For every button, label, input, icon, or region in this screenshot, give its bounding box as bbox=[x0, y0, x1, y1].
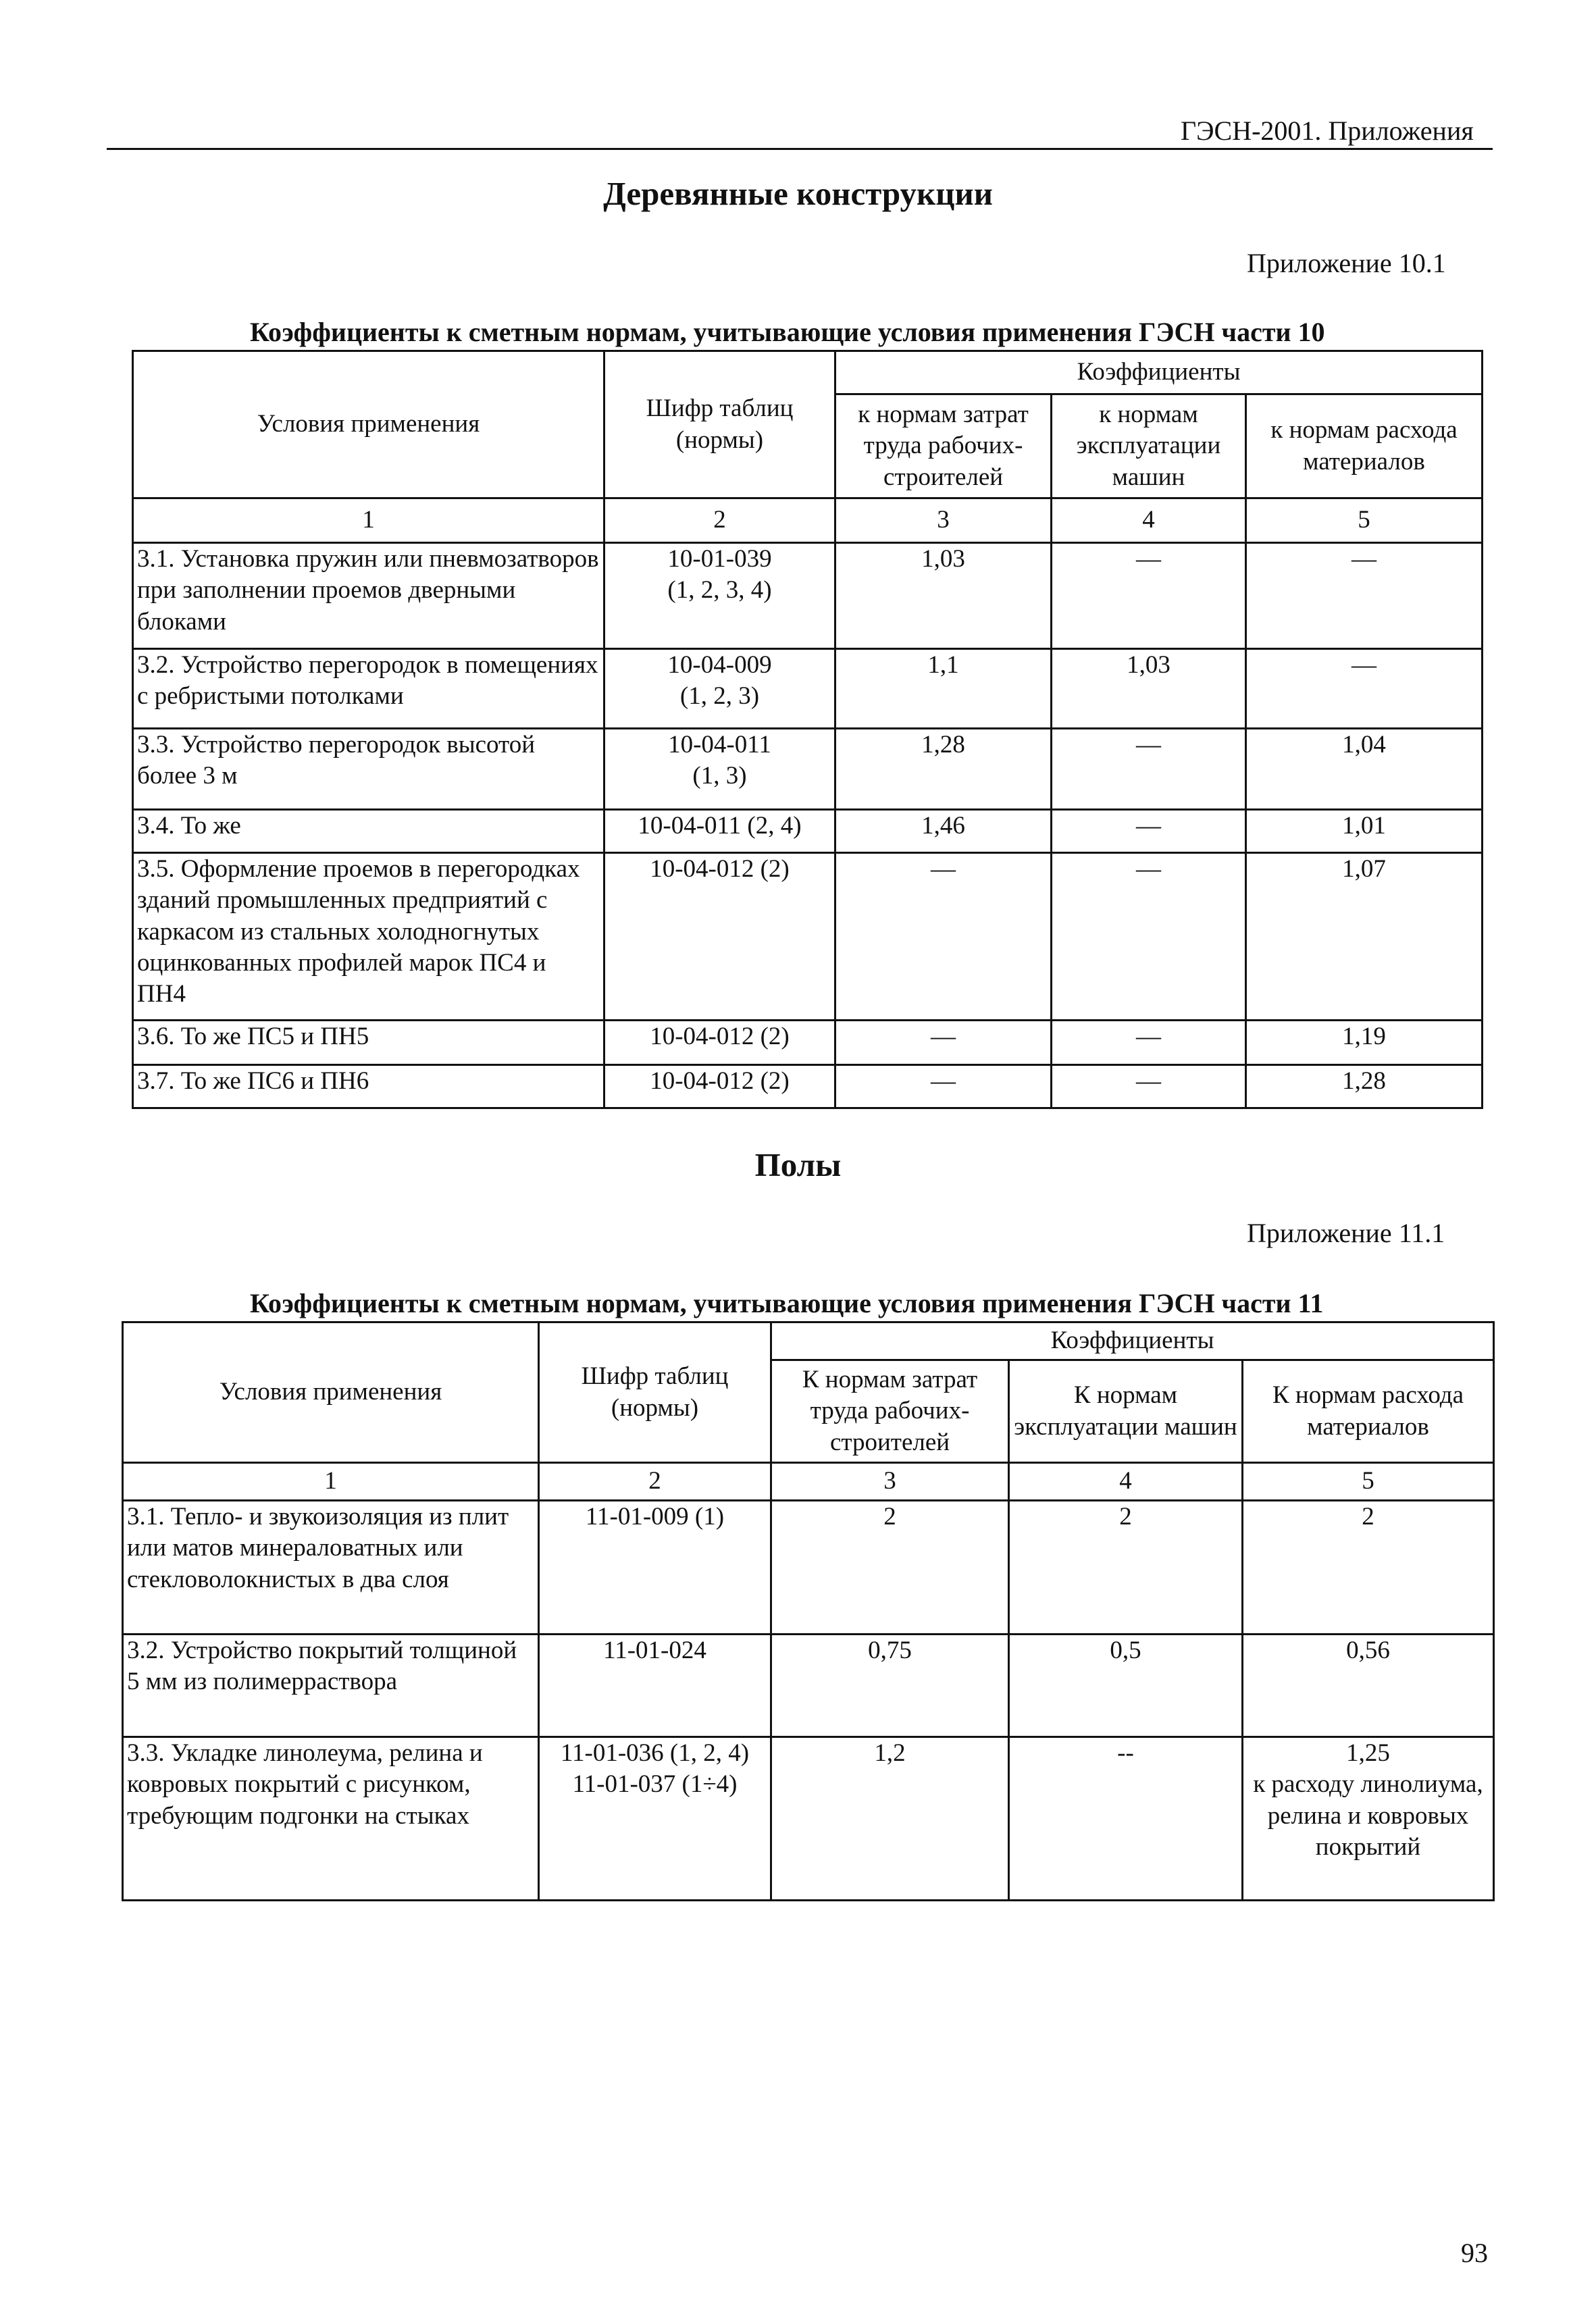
row-materials-coef: — bbox=[1246, 543, 1483, 649]
row-labor-coef: — bbox=[835, 1065, 1052, 1108]
header-materials: К нормам расхода материалов bbox=[1243, 1360, 1494, 1463]
column-number: 4 bbox=[1052, 498, 1246, 543]
page-number: 93 bbox=[1461, 2238, 1488, 2268]
header-code: Шифр таблиц (нормы) bbox=[604, 351, 835, 498]
row-condition: 3.6. То же ПС5 и ПН5 bbox=[133, 1021, 604, 1065]
row-condition: 3.3. Укладке линолеума, релина и ковровых покрытий с рисунком, требующим подгонки на стыках bbox=[123, 1737, 539, 1901]
row-labor-coef: 0,75 bbox=[771, 1635, 1009, 1737]
row-machines-coef: — bbox=[1052, 810, 1246, 853]
table-row bbox=[133, 1065, 1483, 1108]
table-row bbox=[133, 543, 1483, 649]
row-labor-coef: — bbox=[835, 853, 1052, 1021]
row-code: 10-01-039 (1, 2, 3, 4) bbox=[604, 543, 835, 649]
row-materials-coef: 1,04 bbox=[1246, 729, 1483, 810]
running-title: ГЭСН-2001. Приложения bbox=[1181, 115, 1474, 146]
row-machines-coef: 0,5 bbox=[1009, 1635, 1243, 1737]
column-number: 4 bbox=[1009, 1463, 1243, 1501]
section-title-wood: Деревянные конструкции bbox=[603, 175, 993, 212]
header-coefficients: Коэффициенты bbox=[835, 351, 1483, 394]
row-materials-coef: 1,25 к расходу линолиума, релина и ковровых покрытий bbox=[1243, 1737, 1494, 1901]
row-code: 10-04-011 (1, 3) bbox=[604, 729, 835, 810]
appendix-label-10-1: Приложение 10.1 bbox=[1247, 248, 1446, 278]
header-rule bbox=[107, 148, 1493, 150]
column-number: 2 bbox=[604, 498, 835, 543]
row-code: 10-04-012 (2) bbox=[604, 1021, 835, 1065]
row-machines-coef: — bbox=[1052, 543, 1246, 649]
column-number: 3 bbox=[835, 498, 1052, 543]
header-machines: к нормам эксплуатации машин bbox=[1052, 394, 1246, 498]
table-row bbox=[123, 1635, 1494, 1737]
row-code: 11-01-009 (1) bbox=[539, 1501, 771, 1635]
row-labor-coef: — bbox=[835, 1021, 1052, 1065]
column-number: 1 bbox=[133, 498, 604, 543]
section-title-floors: Полы bbox=[754, 1146, 842, 1183]
row-code: 10-04-012 (2) bbox=[604, 1065, 835, 1108]
row-labor-coef: 1,46 bbox=[835, 810, 1052, 853]
row-code: 10-04-009 (1, 2, 3) bbox=[604, 649, 835, 729]
row-machines-coef: — bbox=[1052, 1065, 1246, 1108]
row-condition: 3.2. Устройство перегородок в помещениях с ребристыми потолками bbox=[133, 649, 604, 729]
column-number: 2 bbox=[539, 1463, 771, 1501]
table-caption-10: Коэффициенты к сметным нормам, учитывающие условия применения ГЭСН части 10 bbox=[250, 317, 1325, 347]
row-code: 10-04-011 (2, 4) bbox=[604, 810, 835, 853]
row-machines-coef: -- bbox=[1009, 1737, 1243, 1901]
row-code: 11-01-024 bbox=[539, 1635, 771, 1737]
row-labor-coef: 1,2 bbox=[771, 1737, 1009, 1901]
coefficients-table-10 bbox=[132, 350, 1483, 1109]
row-code: 11-01-036 (1, 2, 4) 11-01-037 (1÷4) bbox=[539, 1737, 771, 1901]
column-number-row bbox=[133, 498, 1483, 543]
row-machines-coef: 1,03 bbox=[1052, 649, 1246, 729]
row-materials-coef: 1,07 bbox=[1246, 853, 1483, 1021]
row-condition: 3.1. Тепло- и звукоизоляция из плит или матов минераловатных или стекловолокнистых в два слоя bbox=[123, 1501, 539, 1635]
header-coefficients: Коэффициенты bbox=[771, 1322, 1494, 1360]
table-caption-11: Коэффициенты к сметным нормам, учитывающие условия применения ГЭСН части 11 bbox=[250, 1288, 1324, 1318]
column-number-row bbox=[123, 1463, 1494, 1501]
header-labor: к нормам затрат труда рабочих-строителей bbox=[835, 394, 1052, 498]
row-condition: 3.1. Установка пружин или пневмозатворов при заполнении проемов дверными блоками bbox=[133, 543, 604, 649]
column-number: 1 bbox=[123, 1463, 539, 1501]
row-condition: 3.2. Устройство покрытий толщиной 5 мм из полимерраствора bbox=[123, 1635, 539, 1737]
table-row bbox=[133, 649, 1483, 729]
row-condition: 3.5. Оформление проемов в перегородках зданий промышленных предприятий с каркасом из стальных холодногнутых оцинкованных профилей марок ПС4 и ПН4 bbox=[133, 853, 604, 1021]
header-conditions: Условия применения bbox=[133, 351, 604, 498]
row-materials-coef: 1,01 bbox=[1246, 810, 1483, 853]
table-row bbox=[123, 1737, 1494, 1901]
coefficients-table-11 bbox=[122, 1321, 1495, 1901]
row-labor-coef: 1,1 bbox=[835, 649, 1052, 729]
row-labor-coef: 1,03 bbox=[835, 543, 1052, 649]
header-machines: К нормам эксплуатации машин bbox=[1009, 1360, 1243, 1463]
table-row bbox=[133, 810, 1483, 853]
row-machines-coef: — bbox=[1052, 1021, 1246, 1065]
row-code: 10-04-012 (2) bbox=[604, 853, 835, 1021]
row-condition: 3.7. То же ПС6 и ПН6 bbox=[133, 1065, 604, 1108]
column-number: 5 bbox=[1243, 1463, 1494, 1501]
table-row bbox=[133, 729, 1483, 810]
row-labor-coef: 2 bbox=[771, 1501, 1009, 1635]
row-materials-coef: 1,28 bbox=[1246, 1065, 1483, 1108]
header-code: Шифр таблиц (нормы) bbox=[539, 1322, 771, 1463]
column-number: 5 bbox=[1246, 498, 1483, 543]
row-machines-coef: — bbox=[1052, 729, 1246, 810]
row-machines-coef: 2 bbox=[1009, 1501, 1243, 1635]
table-row bbox=[133, 853, 1483, 1021]
row-materials-coef: 1,19 bbox=[1246, 1021, 1483, 1065]
table-row bbox=[123, 1501, 1494, 1635]
row-condition: 3.3. Устройство перегородок высотой более 3 м bbox=[133, 729, 604, 810]
header-materials: к нормам расхода материалов bbox=[1246, 394, 1483, 498]
table-row bbox=[133, 1021, 1483, 1065]
row-condition: 3.4. То же bbox=[133, 810, 604, 853]
row-machines-coef: — bbox=[1052, 853, 1246, 1021]
header-labor: К нормам затрат труда рабочих-строителей bbox=[771, 1360, 1009, 1463]
header-conditions: Условия применения bbox=[123, 1322, 539, 1463]
appendix-label-11-1: Приложение 11.1 bbox=[1247, 1218, 1445, 1248]
row-labor-coef: 1,28 bbox=[835, 729, 1052, 810]
row-materials-coef: 0,56 bbox=[1243, 1635, 1494, 1737]
column-number: 3 bbox=[771, 1463, 1009, 1501]
row-materials-coef: — bbox=[1246, 649, 1483, 729]
row-materials-coef: 2 bbox=[1243, 1501, 1494, 1635]
